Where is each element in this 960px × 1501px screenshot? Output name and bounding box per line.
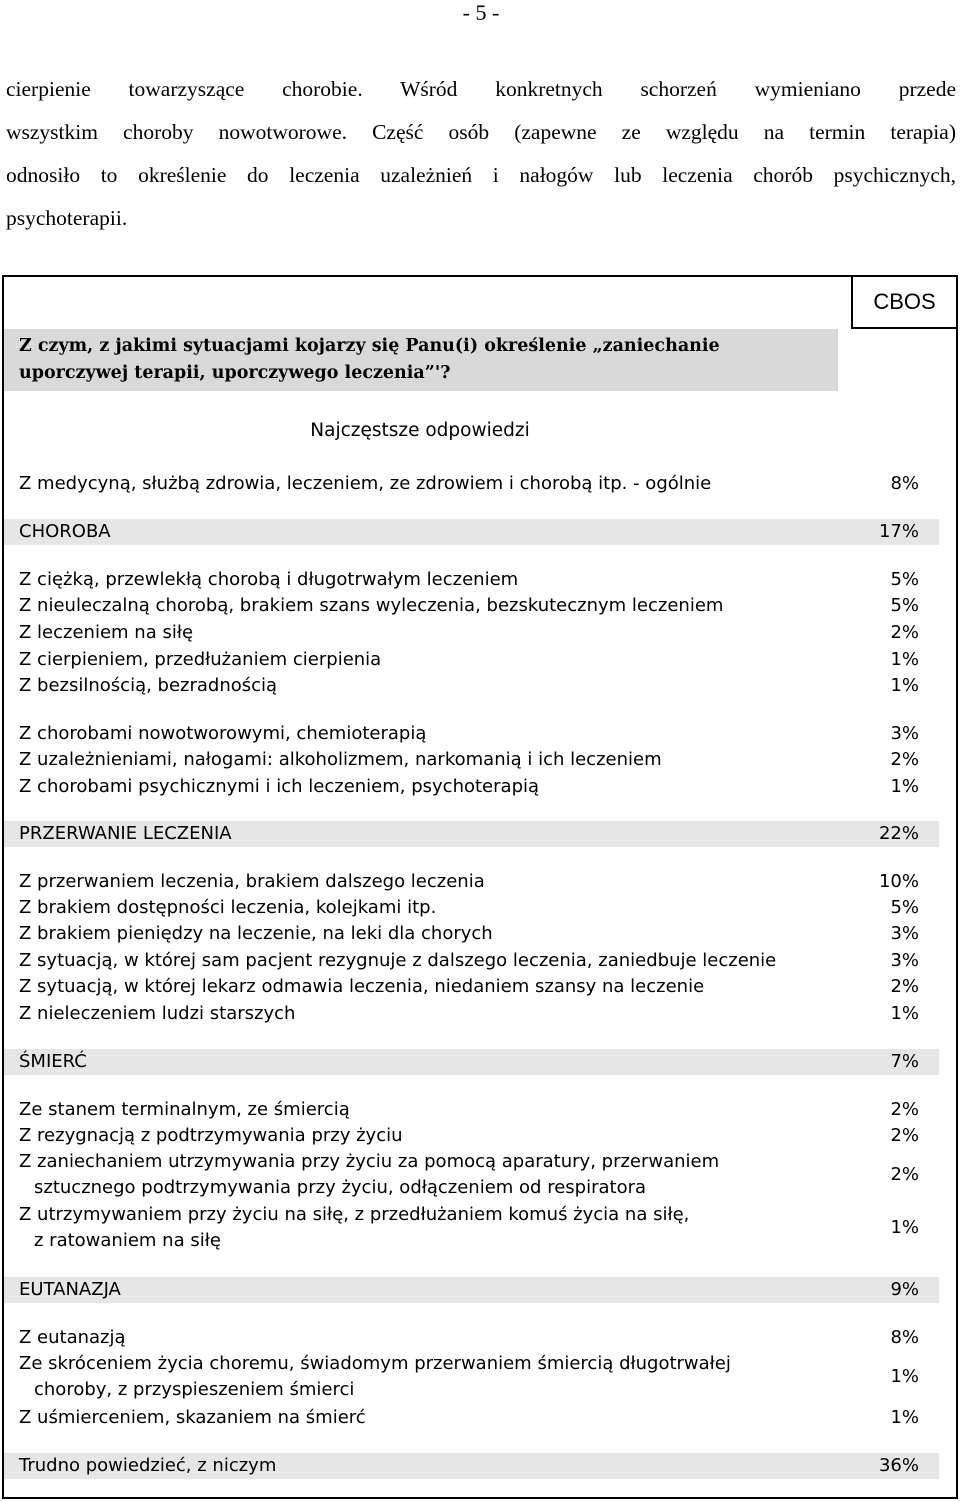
answer-percent: 17% <box>878 521 919 542</box>
answer-label <box>19 1351 731 1403</box>
answer-percent: 8% <box>890 1327 919 1348</box>
answer-label-line: Trudno powiedzieć, z niczym <box>19 1455 277 1476</box>
answer-percent: 8% <box>890 473 919 494</box>
answer-label <box>19 1277 121 1303</box>
answer-label <box>19 673 277 699</box>
answer-percent: 5% <box>890 569 919 590</box>
answer-label <box>19 567 518 593</box>
question-line: uporczywej terapii, uporczywego leczenia”'? <box>19 363 451 383</box>
table-subtitle: Najczęstsze odpowiedzi <box>310 420 530 441</box>
answer-label <box>19 974 704 1000</box>
answer-label-line: Z medycyną, służbą zdrowia, leczeniem, ze zdrowiem i chorobą itp. - ogólnie <box>19 473 712 494</box>
answer-label-line: Z zaniechaniem utrzymywania przy życiu za pomocą aparatury, przerwaniem <box>19 1151 720 1172</box>
intro-line: cierpienie towarzyszące chorobie. Wśród konkretnych schorzeń wymieniano przede <box>6 77 956 101</box>
answer-label-line: ŚMIERĆ <box>19 1051 87 1072</box>
source-label: CBOS <box>851 275 958 329</box>
answer-label <box>19 1123 403 1149</box>
answer-percent: 1% <box>890 1366 919 1387</box>
intro-line: wszystkim choroby nowotworowe. Część osób (zapewne ze względu na termin terapia) <box>6 120 956 144</box>
answer-label <box>19 1049 87 1075</box>
answer-percent: 5% <box>890 897 919 918</box>
answer-label <box>19 471 711 497</box>
intro-line: psychoterapii. <box>6 206 128 230</box>
answer-label-line: Z bezsilnością, bezradnością <box>19 675 278 696</box>
answer-percent: 1% <box>890 1217 919 1238</box>
answer-percent: 1% <box>890 776 919 797</box>
answer-label-line: Z brakiem pieniędzy na leczenie, na leki dla chorych <box>19 923 493 944</box>
answer-row <box>19 1202 919 1254</box>
answer-percent: 7% <box>890 1051 919 1072</box>
answer-label <box>19 895 436 921</box>
answer-label-line: EUTANAZJA <box>19 1279 121 1300</box>
answer-label-line: z ratowaniem na siłę <box>34 1230 221 1251</box>
answer-percent: 36% <box>878 1455 919 1476</box>
answer-row <box>19 1149 919 1201</box>
survey-question <box>19 333 819 387</box>
question-line: Z czym, z jakimi sytuacjami kojarzy się Panu(i) określenie „zaniechanie <box>19 336 720 356</box>
answer-label-line: Z nieuleczalną chorobą, brakiem szans wyleczenia, bezskutecznym leczeniem <box>19 595 724 616</box>
answer-label <box>19 1001 295 1027</box>
answer-label-line: Z uśmierceniem, skazaniem na śmierć <box>19 1407 366 1428</box>
answer-label-line: sztucznego podtrzymywania przy życiu, odłączeniem od respiratora <box>34 1177 647 1198</box>
answer-label <box>19 1097 350 1123</box>
category-row <box>4 1049 939 1075</box>
category-row <box>4 1453 939 1479</box>
answer-percent: 2% <box>890 1164 919 1185</box>
answer-label <box>19 1202 689 1254</box>
answer-label-line: Z chorobami nowotworowymi, chemioterapią <box>19 723 427 744</box>
answer-label-line: Z przerwaniem leczenia, brakiem dalszego leczenia <box>19 871 485 892</box>
answer-label-line: Z sytuacją, w której lekarz odmawia leczenia, niedaniem szansy na leczenie <box>19 976 705 997</box>
answer-percent: 2% <box>890 1099 919 1120</box>
answer-percent: 1% <box>890 675 919 696</box>
answer-label-line: Ze stanem terminalnym, ze śmiercią <box>19 1099 350 1120</box>
answer-label <box>19 1405 366 1431</box>
answer-label-line: Z cierpieniem, przedłużaniem cierpienia <box>19 649 382 670</box>
answer-percent: 2% <box>890 622 919 643</box>
answer-label <box>19 821 232 847</box>
answer-label-line: CHOROBA <box>19 521 111 542</box>
answer-label-line: Z brakiem dostępności leczenia, kolejkami itp. <box>19 897 437 918</box>
answer-label-line: Z leczeniem na siłę <box>19 622 194 643</box>
answer-percent: 2% <box>890 1125 919 1146</box>
page-number: - 5 - <box>462 0 500 25</box>
answer-percent: 9% <box>890 1279 919 1300</box>
answer-label <box>19 1453 276 1479</box>
answer-label <box>19 519 111 545</box>
answer-label-line: Z utrzymywaniem przy życiu na siłę, z przedłużaniem komuś życia na siłę, <box>19 1204 690 1225</box>
category-row <box>4 821 939 847</box>
answer-label <box>19 774 539 800</box>
answer-label-line: Z chorobami psychicznymi i ich leczeniem, psychoterapią <box>19 776 540 797</box>
answer-label-line: Z ciężką, przewlekłą chorobą i długotrwałym leczeniem <box>19 569 519 590</box>
answer-percent: 2% <box>890 749 919 770</box>
category-row <box>4 519 939 545</box>
answer-label <box>19 647 381 673</box>
answer-label-line: Z rezygnacją z podtrzymywania przy życiu <box>19 1125 403 1146</box>
answer-label <box>19 948 776 974</box>
answer-label-line: Z uzależnieniami, nałogami: alkoholizmem, narkomanią i ich leczeniem <box>19 749 662 770</box>
answer-percent: 1% <box>890 649 919 670</box>
answer-percent: 5% <box>890 595 919 616</box>
intro-paragraph <box>6 68 956 240</box>
answer-label-line: Ze skróceniem życia choremu, świadomym przerwaniem śmiercią długotrwałej <box>19 1353 731 1374</box>
answer-percent: 22% <box>878 823 919 844</box>
answer-label <box>19 593 723 619</box>
answer-percent: 3% <box>890 950 919 971</box>
answer-label <box>19 721 426 747</box>
answer-label <box>19 620 193 646</box>
answer-label-line: PRZERWANIE LECZENIA <box>19 823 232 844</box>
answer-label <box>19 747 662 773</box>
category-row <box>4 1277 939 1303</box>
answer-row <box>19 1351 919 1403</box>
answer-label <box>19 921 493 947</box>
answer-percent: 10% <box>878 871 919 892</box>
answer-percent: 1% <box>890 1003 919 1024</box>
answer-percent: 1% <box>890 1407 919 1428</box>
answer-label-line: Z nieleczeniem ludzi starszych <box>19 1003 296 1024</box>
answer-label <box>19 1149 719 1201</box>
answer-label-line: Z sytuacją, w której sam pacjent rezygnuje z dalszego leczenia, zaniedbuje leczenie <box>19 950 777 971</box>
answer-percent: 2% <box>890 976 919 997</box>
answer-label <box>19 869 485 895</box>
answer-percent: 3% <box>890 923 919 944</box>
intro-line: odnosiło to określenie do leczenia uzależnień i nałogów lub leczenia chorób psychicznych, <box>6 163 956 187</box>
answer-percent: 3% <box>890 723 919 744</box>
answer-label-line: Z eutanazją <box>19 1327 126 1348</box>
answer-label <box>19 1325 126 1351</box>
answer-label-line: choroby, z przyspieszeniem śmierci <box>34 1379 355 1400</box>
